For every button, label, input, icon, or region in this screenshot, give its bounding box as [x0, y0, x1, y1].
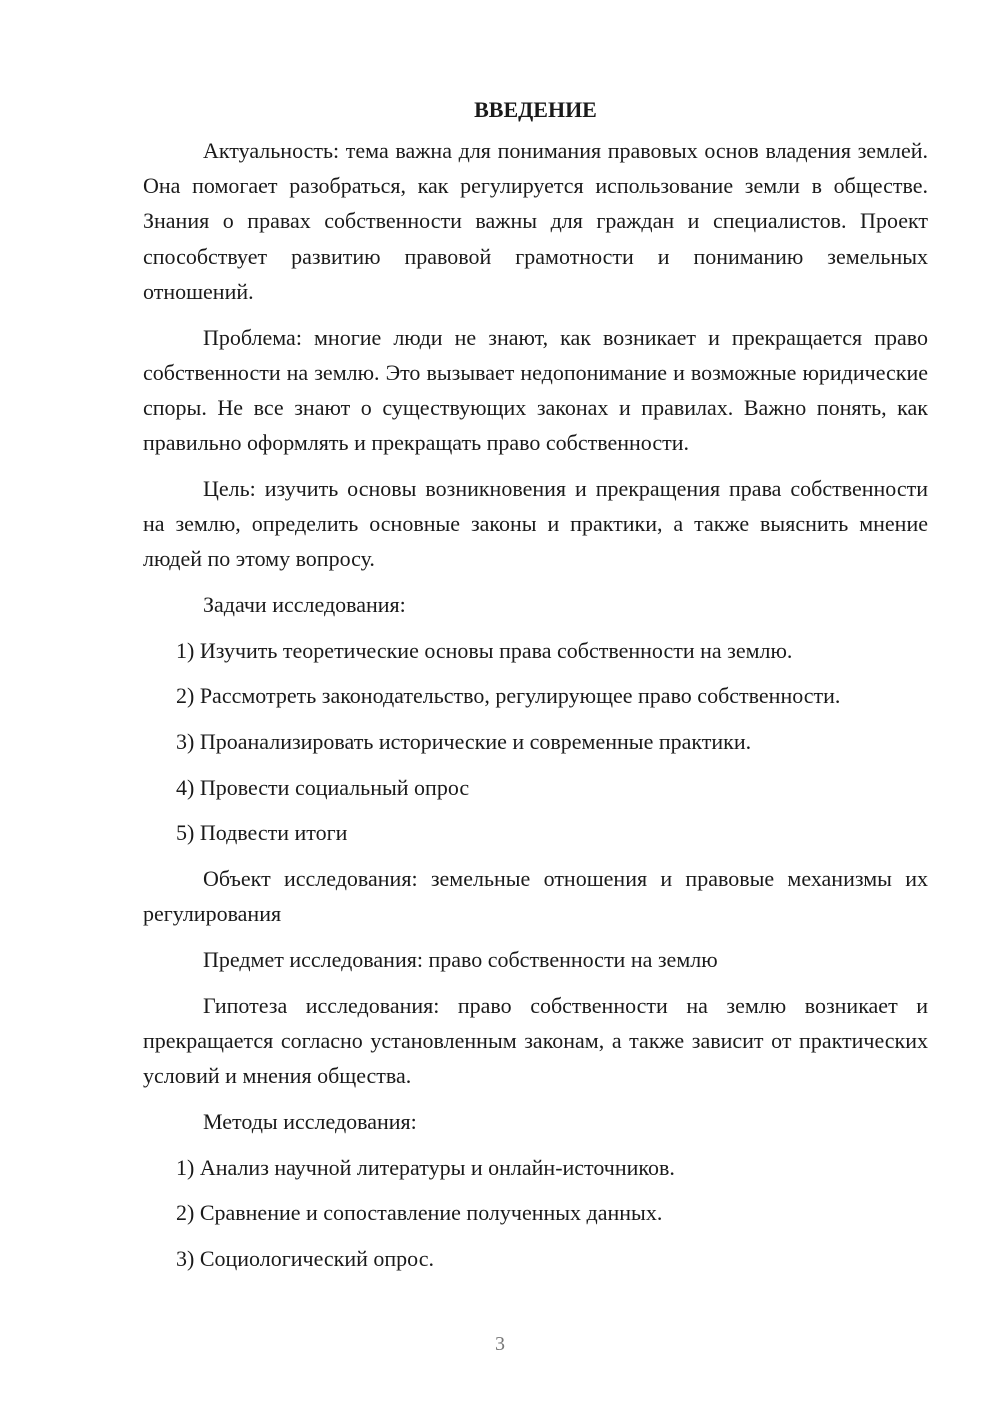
relevance-paragraph: Актуальность: тема важна для понимания правовых основ владения землей. Она помогает разобраться, как регулируется использование земли в обществе. Знания о правах собственности важны для граждан и специалистов. Проект способствует развитию правовой грамотности и пониманию земельных отношений.: [143, 138, 928, 304]
list-item: 2) Сравнение и сопоставление полученных данных.: [176, 1200, 663, 1226]
list-item: 3) Социологический опрос.: [176, 1245, 434, 1271]
problem-paragraph: Проблема: многие люди не знают, как возникает и прекращается право собственности на землю. Это вызывает недопонимание и возможные юридические споры. Не все знают о существующих законах и правилах. Важно понять, как правильно оформлять и прекращать право собственности.: [143, 324, 928, 456]
object-paragraph: Объект исследования: земельные отношения и правовые механизмы их регулирования: [143, 866, 928, 927]
hypothesis-paragraph: Гипотеза исследования: право собственности на землю возникает и прекращается согласно установленным законам, а также зависит от практических условий и мнения общества.: [143, 992, 928, 1089]
list-item: 1) Анализ научной литературы и онлайн-источников.: [176, 1154, 675, 1180]
list-item: 4) Провести социальный опрос: [176, 774, 470, 800]
list-item: 2) Рассмотреть законодательство, регулирующее право собственности.: [176, 683, 841, 709]
methods-title: Методы исследования:: [203, 1108, 417, 1134]
goal-paragraph: Цель: изучить основы возникновения и прекращения права собственности на землю, определить основные законы и практики, а также выяснить мнение людей по этому вопросу.: [143, 475, 928, 572]
list-item: 1) Изучить теоретические основы права собственности на землю.: [176, 637, 793, 663]
methods-list: [143, 1150, 928, 1277]
page-number: 3: [495, 1333, 505, 1355]
list-item: 5) Подвести итоги: [176, 820, 348, 846]
subject-paragraph: Предмет исследования: право собственности на землю: [203, 947, 718, 973]
list-item: 3) Проанализировать исторические и современные практики.: [176, 729, 752, 755]
document-page: [143, 93, 928, 1287]
tasks-list: [143, 633, 928, 851]
tasks-title: Задачи исследования:: [203, 591, 406, 617]
page-title: ВВЕДЕНИЕ: [474, 97, 597, 122]
